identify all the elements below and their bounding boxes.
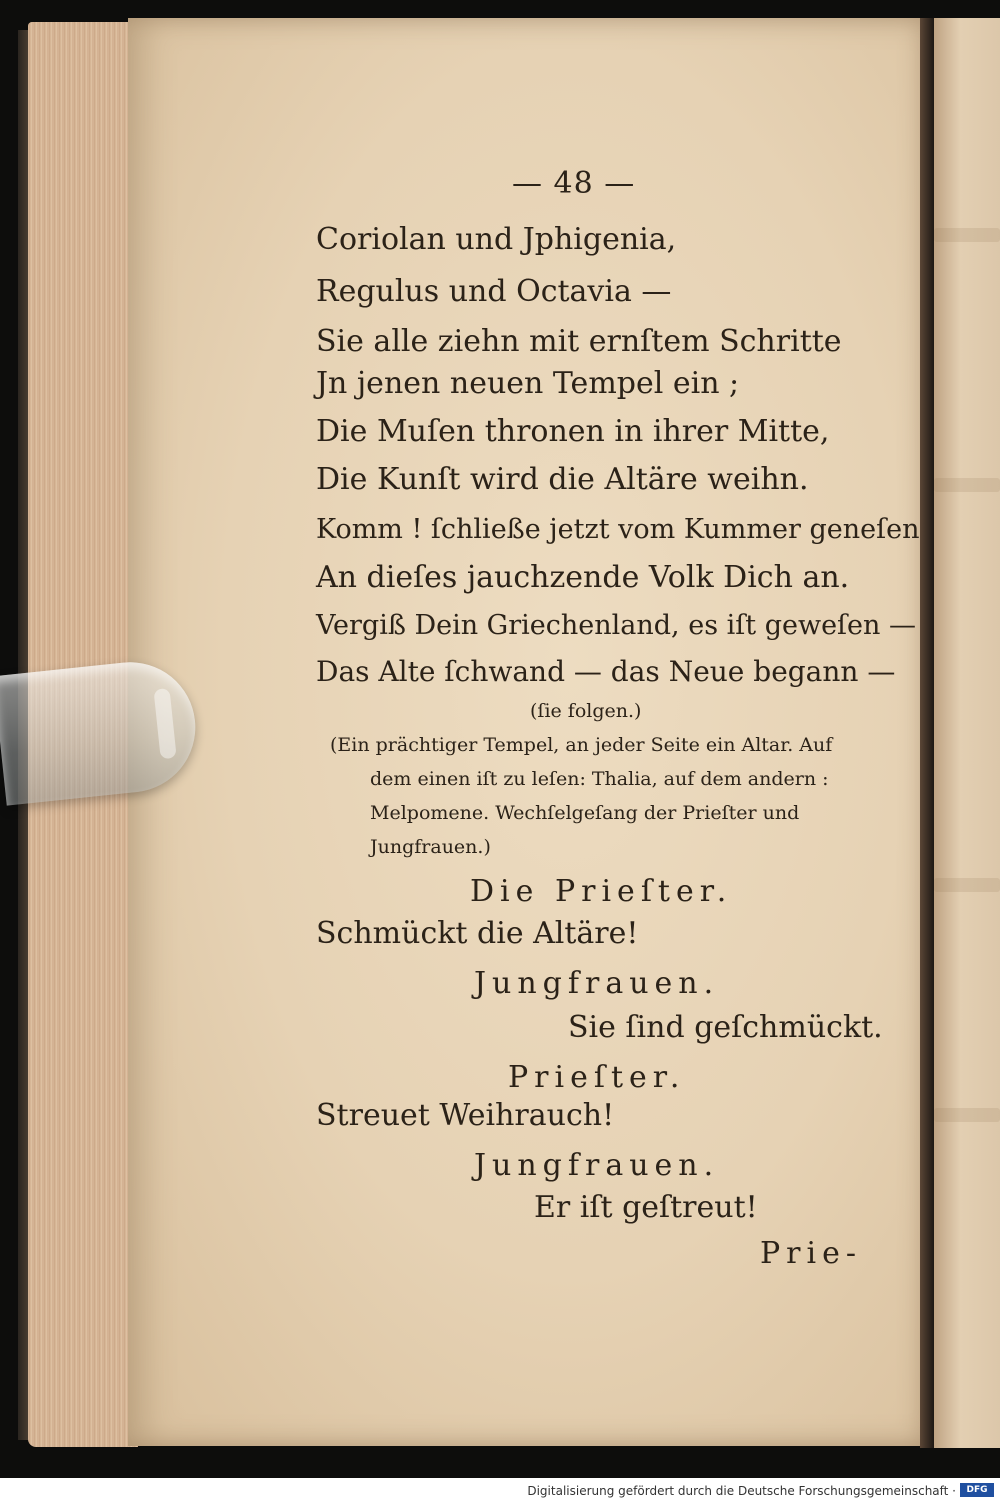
verse-line: An dieſes jauchzende Volk Dich an. [316,560,850,595]
verse-line: Die Muſen thronen in ihrer Mitte, [316,414,830,449]
verse-line: Die Kunſt wird die Altäre weihn. [316,462,809,497]
verse-line: Das Alte ſchwand — das Neue begann — [316,655,896,688]
footer-bar [0,1478,1000,1503]
stage-direction-line: dem einen iſt zu leſen: Thalia, auf dem andern : [370,768,829,790]
speaker-heading: Jungfrauen. [474,966,720,1001]
verse-line: Vergiß Dein Griechenland, es iſt geweſen — [316,610,916,641]
speaker-heading: Prieſter. [508,1060,686,1095]
dialogue-line: Er iſt geſtreut! [534,1190,758,1225]
funding-notice: Digitalisierung gefördert durch die Deutsche Forschungsgemeinschaft · [527,1484,956,1498]
verse-line: Regulus und Octavia — [316,274,672,309]
verse-line: Jn jenen neuen Tempel ein ; [316,366,740,401]
stage-direction-line: Jungfrauen.) [370,836,491,858]
page-number: — 48 — [512,166,636,201]
verse-line: Coriolan und Jphigenia, [316,222,677,257]
speaker-heading: Die Prieſter. [470,874,733,909]
dialogue-line: Streuet Weihrauch! [316,1098,615,1133]
verse-line: Komm ! ſchließe jetzt vom Kummer geneſen [316,514,920,545]
verse-line: Sie alle ziehn mit ernſtem Schritte [316,324,842,359]
stage-direction-line: Melpomene. Wechſelgeſang der Prieſter und [370,802,800,824]
dialogue-line: Sie ſind geſchmückt. [568,1010,883,1045]
speaker-heading: Jungfrauen. [474,1148,720,1183]
dialogue-line: Schmückt die Altäre! [316,916,639,951]
dfg-logo: DFG [960,1483,994,1497]
stage-direction-line: (Ein prächtiger Tempel, an jeder Seite ein Altar. Auf [330,734,833,756]
stage-direction: (ſie folgen.) [530,700,642,722]
catchword: Prie- [760,1236,863,1271]
